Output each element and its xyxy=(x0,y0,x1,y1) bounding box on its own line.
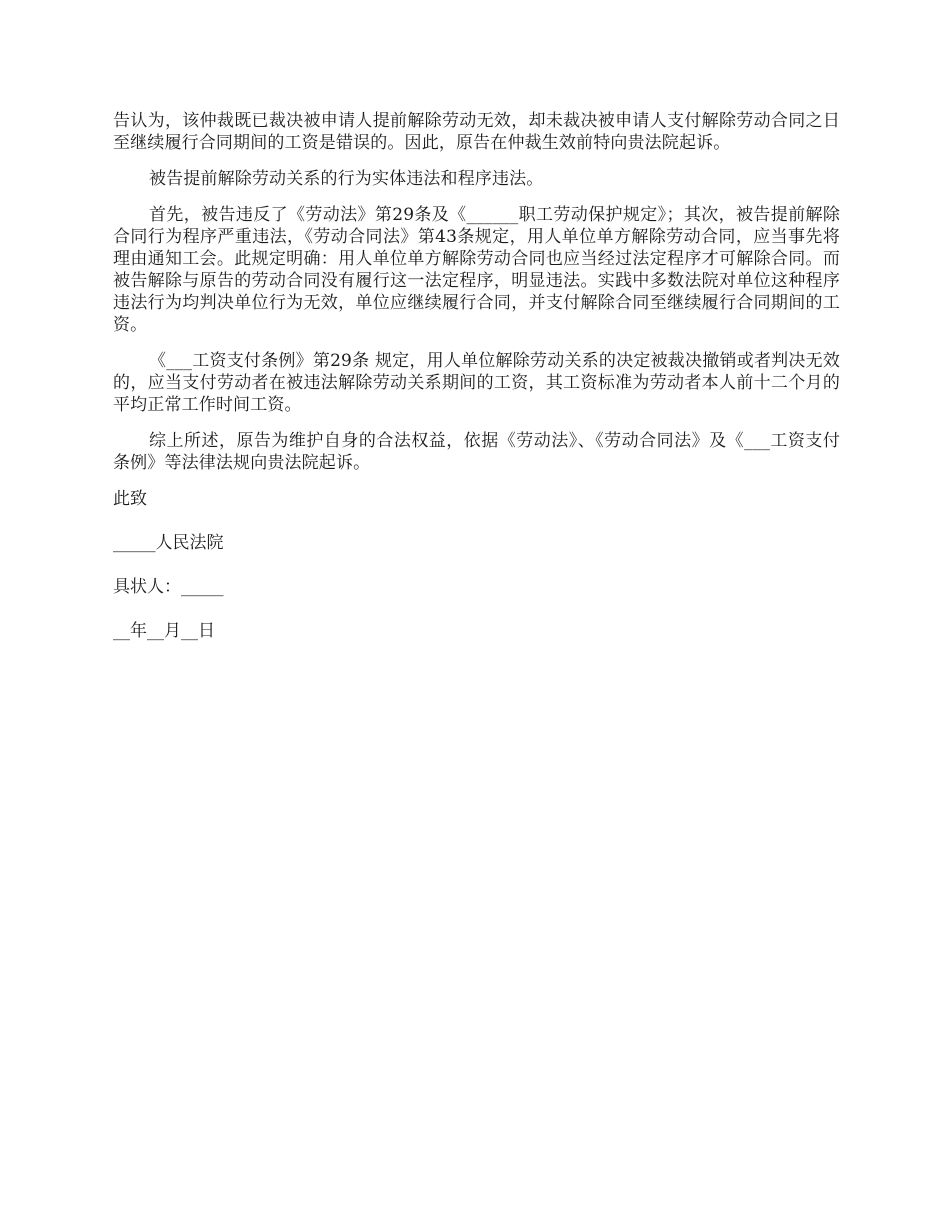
paragraph-conclusion: 综上所述，原告为维护自身的合法权益，依据《劳动法》、《劳动合同法》及《___工资支付条例》等法律法规向贵法院起诉。 xyxy=(113,431,840,473)
paragraph-violation: 被告提前解除劳动关系的行为实体违法和程序违法。 xyxy=(149,169,544,189)
plaintiff-signature: 具状人：_____ xyxy=(113,577,224,597)
document-date: __年__月__日 xyxy=(113,621,215,641)
document-body xyxy=(113,110,840,664)
court-name: _____人民法院 xyxy=(113,533,224,553)
paragraph-continued: 告认为，该仲裁既已裁决被申请人提前解除劳动无效，却未裁决被申请人支付解除劳动合同之日至继续履行合同期间的工资是错误的。因此，原告在仲裁生效前特向贵法院起诉。 xyxy=(113,111,840,153)
paragraph-wage-regulation: 《___工资支付条例》第29条 规定，用人单位解除劳动关系的决定被裁决撤销或者判决无效的，应当支付劳动者在被违法解除劳动关系期间的工资，其工资标准为劳动者本人前十二个月的平均正常工作时间工资。 xyxy=(113,351,840,415)
paragraph-first-argument: 首先，被告违反了《劳动法》第29条及《______职工劳动保护规定》；其次，被告提前解除合同行为程序严重违法，《劳动合同法》第43条规定，用人单位单方解除劳动合同，应当事先将理由通知工会。此规定明确：用人单位单方解除劳动合同也应当经过法定程序才可解除合同。而被告解除与原告的劳动合同没有履行这一法定程序，明显违法。实践中多数法院对单位这种程序违法行为均判决单位行为无效，单位应继续履行合同，并支付解除合同至继续履行合同期间的工资。 xyxy=(113,205,840,335)
closing-salutation: 此致 xyxy=(113,489,147,509)
